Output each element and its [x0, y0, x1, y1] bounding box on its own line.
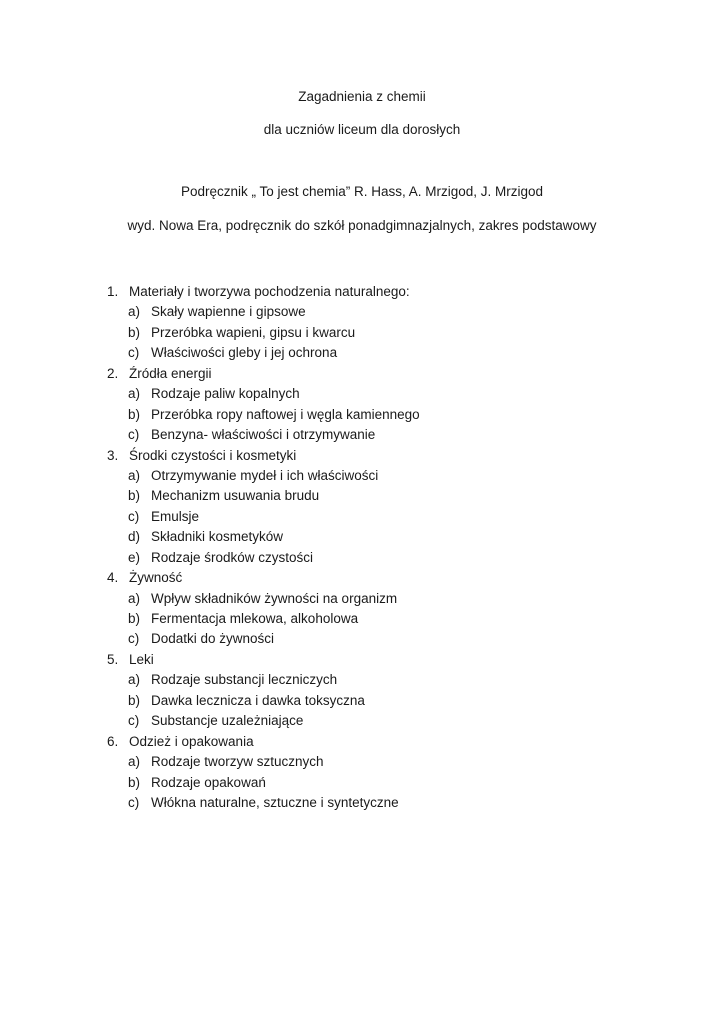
item-letter: a): [128, 672, 141, 688]
list-item: [107, 773, 687, 793]
item-letter: c): [128, 427, 140, 443]
item-label: Dodatki do żywności: [151, 631, 275, 647]
item-letter: b): [128, 692, 141, 708]
topic-number: 1.: [107, 284, 119, 299]
topic-label: Materiały i tworzywa pochodzenia naturalnego:: [129, 284, 410, 299]
item-letter: a): [128, 386, 141, 402]
item-letter: b): [128, 774, 141, 790]
list-item: [107, 302, 687, 322]
topic-label: Źródła energii: [129, 365, 212, 381]
list-item: [107, 711, 687, 731]
topic-5: [107, 650, 687, 732]
item-label: Włókna naturalne, sztuczne i syntetyczne: [151, 794, 399, 810]
list-item: [107, 486, 687, 506]
item-letter: c): [128, 345, 140, 361]
item-label: Rodzaje substancji leczniczych: [151, 672, 338, 688]
topic-heading: [107, 282, 687, 302]
list-item: [107, 527, 687, 547]
topic-label: Leki: [129, 651, 154, 667]
item-label: Dawka lecznicza i dawka toksyczna: [151, 692, 365, 708]
topic-number: 3.: [107, 447, 119, 463]
item-letter: c): [128, 713, 140, 729]
item-letter: a): [128, 754, 141, 770]
item-label: Rodzaje tworzyw sztucznych: [151, 754, 324, 770]
textbook-reference: Podręcznik „ To jest chemia” R. Hass, A. Mrzigod, J. Mrzigod: [180, 184, 544, 199]
list-item: [107, 548, 687, 568]
topic-4: [107, 568, 687, 650]
topic-3: [107, 446, 687, 569]
item-letter: d): [128, 529, 141, 545]
item-letter: b): [128, 488, 141, 504]
list-item: [107, 323, 687, 343]
list-item: [107, 589, 687, 609]
item-label: Rodzaje środków czystości: [151, 549, 314, 565]
topic-label: Środki czystości i kosmetyki: [129, 447, 297, 463]
topic-number: 6.: [107, 733, 119, 749]
topic-number: 2.: [107, 365, 119, 381]
item-label: Przeróbka ropy naftowej i węgla kamiennego: [151, 406, 420, 422]
topic-label: Żywność: [129, 570, 183, 586]
list-item: [107, 507, 687, 527]
item-letter: b): [128, 611, 141, 626]
item-label: Przeróbka wapieni, gipsu i kwarcu: [151, 324, 356, 340]
item-label: Rodzaje opakowań: [151, 774, 266, 790]
list-item: [107, 466, 687, 486]
item-letter: b): [128, 324, 141, 340]
item-label: Rodzaje paliw kopalnych: [151, 386, 300, 402]
item-letter: b): [128, 406, 141, 422]
item-label: Właściwości gleby i jej ochrona: [151, 345, 338, 361]
item-letter: a): [128, 304, 141, 320]
list-item: [107, 405, 687, 425]
topic-heading: [107, 364, 687, 384]
list-item: [107, 670, 687, 690]
item-label: Składniki kosmetyków: [151, 529, 284, 545]
topic-heading: [107, 568, 687, 588]
topic-1: [107, 282, 687, 364]
item-label: Substancje uzależniające: [151, 713, 304, 729]
topic-heading: [107, 650, 687, 670]
topic-heading: [107, 446, 687, 466]
item-label: Mechanizm usuwania brudu: [151, 488, 320, 504]
document-title: Zagadnienia z chemii: [298, 89, 426, 104]
item-label: Wpływ składników żywności na organizm: [151, 590, 398, 606]
list-item: [107, 752, 687, 772]
item-label: Emulsje: [151, 508, 200, 524]
topic-6: [107, 732, 687, 814]
topic-number: 4.: [107, 570, 119, 586]
topic-number: 5.: [107, 651, 119, 667]
item-label: Benzyna- właściwości i otrzymywanie: [151, 427, 376, 443]
item-letter: e): [128, 549, 141, 565]
item-letter: c): [128, 508, 140, 524]
item-letter: a): [128, 467, 141, 483]
list-item: [107, 343, 687, 363]
list-item: [107, 425, 687, 445]
topic-label: Odzież i opakowania: [129, 733, 254, 749]
list-item: [107, 691, 687, 711]
item-label: Fermentacja mlekowa, alkoholowa: [151, 611, 359, 626]
item-letter: c): [128, 631, 140, 647]
list-item: [107, 793, 687, 813]
item-label: Otrzymywanie mydeł i ich właściwości: [151, 467, 379, 483]
item-letter: c): [128, 794, 140, 810]
document-subtitle: dla uczniów liceum dla dorosłych: [263, 122, 461, 137]
item-label: Skały wapienne i gipsowe: [151, 304, 306, 320]
topic-outline: [107, 282, 687, 813]
item-letter: a): [128, 590, 141, 606]
list-item: [107, 384, 687, 404]
list-item: [107, 629, 687, 649]
publisher-info: wyd. Nowa Era, podręcznik do szkół ponadgimnazjalnych, zakres podstawowy: [127, 218, 597, 233]
topic-heading: [107, 732, 687, 752]
list-item: [107, 609, 687, 629]
topic-2: [107, 364, 687, 446]
